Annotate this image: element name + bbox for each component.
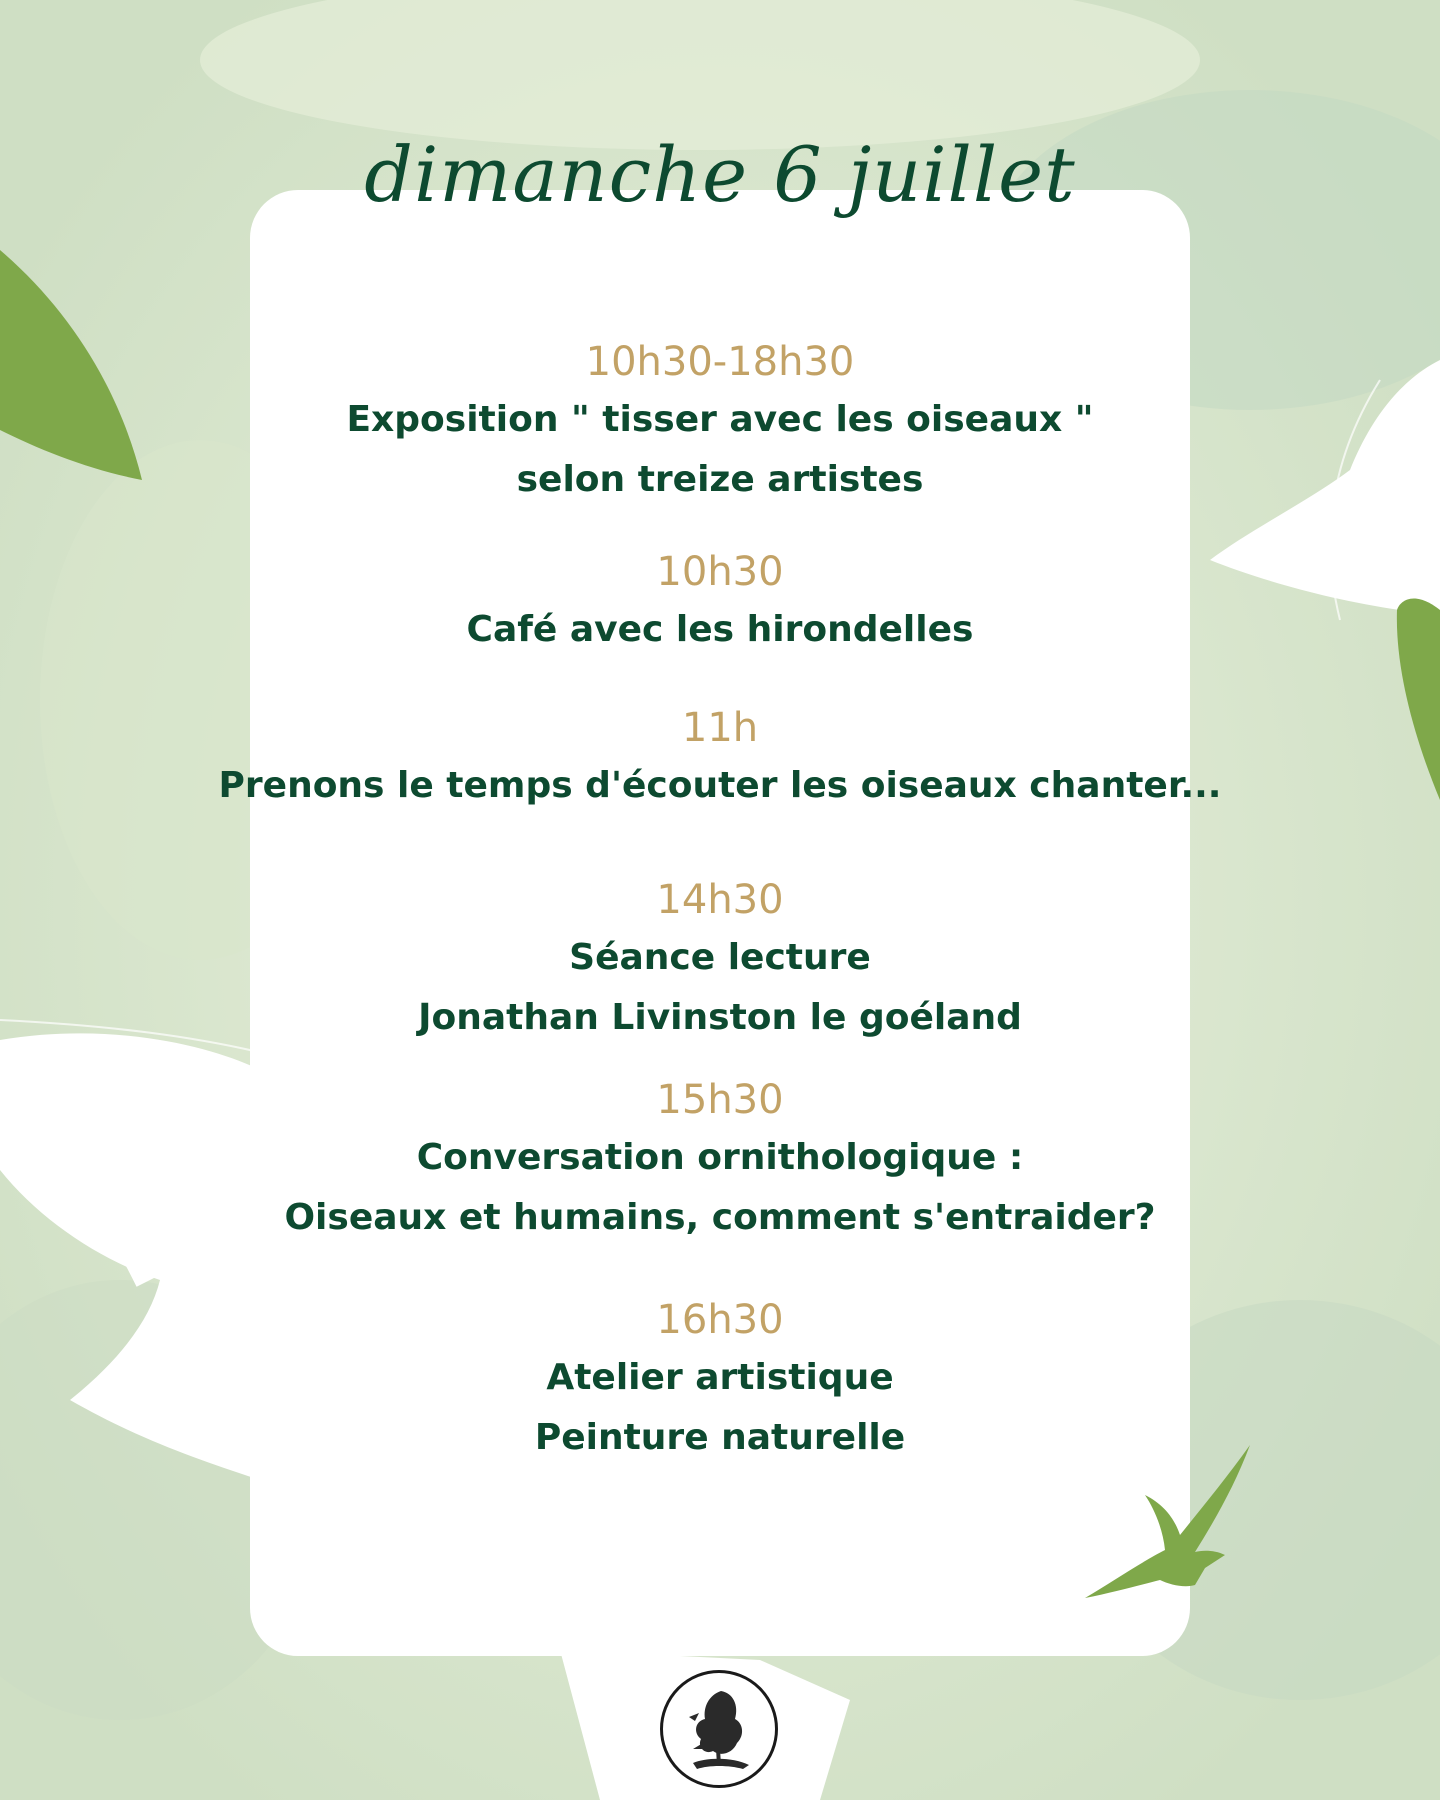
bird-tree-emblem-icon (660, 1670, 778, 1788)
event-title: Prenons le temps d'écouter les oiseaux chanter... (218, 765, 1222, 806)
event-subtitle: Jonathan Livinston le goéland (418, 997, 1022, 1038)
leaf-decoration-right (1395, 590, 1440, 810)
page-title: dimanche 6 juillet (364, 130, 1076, 219)
event-time: 14h30 (656, 877, 784, 923)
event-title: Atelier artistique (546, 1357, 894, 1398)
event-title: Conversation ornithologique : (416, 1137, 1024, 1178)
event-subtitle: Peinture naturelle (534, 1417, 906, 1458)
event-time: 15h30 (656, 1077, 784, 1123)
event-title: Exposition " tisser avec les oiseaux " (346, 399, 1094, 440)
event-lecture (0, 872, 1440, 1048)
event-title: Séance lecture (569, 937, 871, 978)
event-conversation (0, 1072, 1440, 1248)
event-subtitle: selon treize artistes (516, 459, 924, 500)
event-time: 10h30 (656, 549, 784, 595)
event-title: Café avec les hirondelles (466, 609, 974, 650)
event-time: 10h30-18h30 (585, 339, 855, 385)
event-time: 11h (681, 705, 759, 751)
event-cafe (0, 544, 1440, 660)
flying-bird-silhouette (1085, 1440, 1260, 1605)
leaf-decoration-left (0, 250, 150, 490)
event-ecoute (0, 700, 1440, 816)
event-subtitle: Oiseaux et humains, comment s'entraider? (284, 1197, 1156, 1238)
event-exposition (0, 334, 1440, 510)
event-time: 16h30 (656, 1297, 784, 1343)
